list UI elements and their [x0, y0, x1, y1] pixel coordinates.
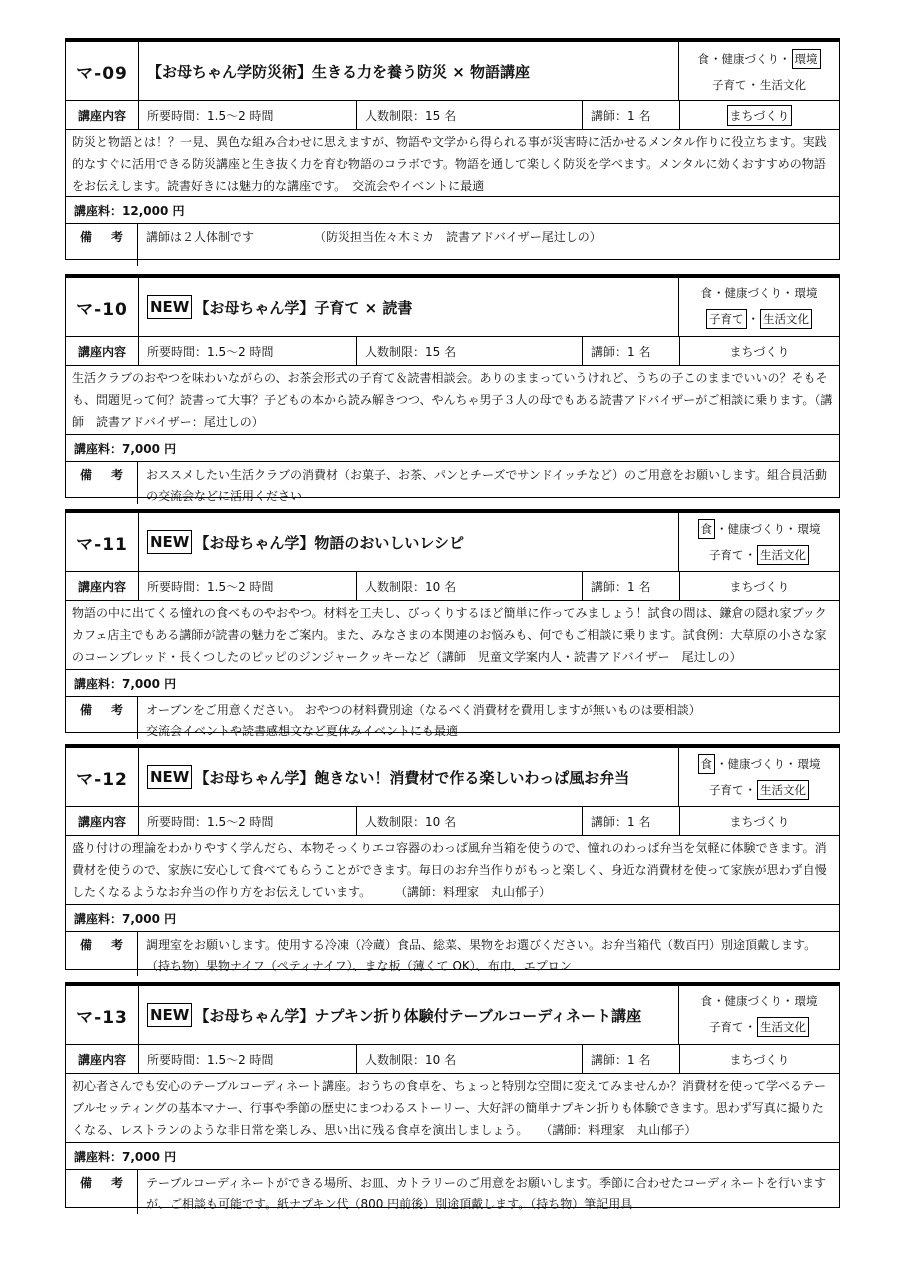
category-town-cell	[680, 1045, 839, 1073]
cat-food: 食	[698, 519, 716, 539]
fee-label: 講座料：	[74, 911, 123, 926]
course-time: 所要時間：1.5～2 時間	[139, 101, 357, 129]
course-block-13	[65, 982, 840, 1211]
course-instructor: 講師：1 名	[583, 807, 680, 835]
notes-label: 備 考	[66, 697, 138, 739]
cat-food: 食	[697, 52, 709, 66]
course-description: 物語の中に出てくる憧れの食べものやおやつ。材料を工夫し、びっくりするほど簡単に作ってみましょう！試食の間は、鎌倉の隠れ家ブックカフェ店主でもある講師が読書の魅力をご案内。また、みなさまの本関連のお悩みも、何でもご相談に乗ります。試食例：大草原の小さな家のコーンブレッド・長くつしたのピッピのジンジャークッキーなど（講師 児童文学案内人・読書アドバイザー 尾辻しの）	[72, 606, 827, 664]
course-fee	[66, 905, 176, 931]
notes-label: 備 考	[66, 462, 138, 504]
fee-value: 7,000 円	[122, 911, 177, 926]
new-badge: NEW	[147, 295, 192, 319]
cat-child: 子育て	[712, 78, 747, 92]
category-town-cell	[680, 101, 839, 129]
new-badge: NEW	[147, 1003, 192, 1027]
category-box	[679, 42, 839, 100]
notes-label: 備 考	[66, 224, 138, 266]
course-instructor: 講師：1 名	[583, 101, 680, 129]
course-limit: 人数制限：10 名	[357, 807, 583, 835]
fee-value: 12,000 円	[122, 203, 185, 218]
fee-value: 7,000 円	[122, 676, 177, 691]
cat-health: ・健康づくり・	[710, 52, 791, 66]
cat-child: 子育て	[709, 1020, 744, 1034]
cat-life: 生活文化	[760, 78, 806, 92]
course-notes	[138, 224, 839, 266]
course-title-text: 【お母ちゃん学防災術】生きる力を養う防災 × 物語講座	[147, 62, 531, 81]
cat-env: 環境	[794, 994, 818, 1008]
cat-health: ・健康づくり・	[716, 757, 797, 771]
cat-env: 環境	[792, 49, 821, 69]
course-title-text: 【お母ちゃん学】飽きない！消費材で作る楽しいわっぱ風お弁当	[194, 768, 630, 787]
course-instructor: 講師：1 名	[583, 1045, 680, 1073]
cat-child: 子育て	[709, 783, 744, 797]
course-code: マ-10	[66, 278, 139, 336]
category-box	[679, 278, 839, 336]
category-box	[679, 513, 839, 571]
notes-label: 備 考	[66, 1170, 138, 1214]
note-line-2: 交流会イベントや読書感想文など夏休みイベントにも最適	[146, 724, 459, 738]
course-description: 生活クラブのおやつを味わいながらの、お茶会形式の子育て＆読書相談会。ありのままっていうけれど、うちの子このままでいいの？そもそも、問題児って何？読書って大事？子どもの本から読み解きつつ、やんちゃ男子３人の母でもある読書アドバイザーがご相談に乗ります。（講師 読書アドバイザー：尾辻しの）	[72, 371, 833, 429]
category-town-cell	[680, 572, 839, 600]
course-fee	[66, 435, 176, 461]
course-fee	[66, 197, 185, 223]
cat-town: まちづくり	[727, 105, 793, 126]
cat-town: まちづくり	[729, 1052, 790, 1067]
cat-dot: ・	[747, 312, 759, 326]
fee-value: 7,000 円	[122, 1149, 177, 1164]
fee-label: 講座料：	[74, 676, 123, 691]
note-instructors: （防災担当佐々木ミカ 読書アドバイザー尾辻しの）	[314, 230, 602, 244]
cat-dot: ・	[744, 548, 756, 562]
fee-value: 7,000 円	[122, 441, 177, 456]
course-instructor: 講師：1 名	[583, 337, 680, 365]
course-code: マ-11	[66, 513, 139, 571]
content-label: 講座内容	[66, 807, 139, 835]
course-title-text: 【お母ちゃん学】子育て × 読書	[194, 298, 413, 317]
course-time: 所要時間：1.5～2 時間	[139, 1045, 357, 1073]
course-title-text: 【お母ちゃん学】物語のおいしいレシピ	[194, 533, 464, 552]
cat-life: 生活文化	[757, 780, 809, 800]
cat-env: 環境	[794, 286, 818, 300]
content-label: 講座内容	[66, 1045, 139, 1073]
cat-child: 子育て	[706, 309, 747, 329]
category-box	[679, 748, 839, 806]
fee-label: 講座料：	[74, 441, 123, 456]
note-text: 講師は２人体制です	[146, 230, 255, 244]
new-badge: NEW	[147, 765, 192, 789]
fee-label: 講座料：	[74, 1149, 123, 1164]
course-time: 所要時間：1.5～2 時間	[139, 337, 357, 365]
cat-health: ・健康づくり・	[713, 994, 794, 1008]
course-notes	[138, 697, 839, 739]
course-title	[139, 748, 679, 806]
course-notes: おススメしたい生活クラブの消費材（お菓子、お茶、パンとチーズでサンドイッチなど）のご用意をお願いします。組合員活動の交流会などに活用ください	[146, 468, 828, 503]
note-line-1: オーブンをご用意ください。 おやつの材料費別途（なるべく消費材を費用しますが無いものは要相談）	[146, 703, 701, 717]
cat-town: まちづくり	[729, 579, 790, 594]
course-description: 盛り付けの理論をわかりやすく学んだら、本物そっくりエコ容器のわっぱ風弁当箱を使うので、憧れのわっぱ弁当を気軽に体験できます。消費材を使うので、家族に安心して食べてもらうことができます。毎日のお弁当作りがもっと楽しく、身近な消費材を使って家族が思わず自慢したくなるようなお弁当の作り方をお伝えしています。 （講師：料理家 丸山郁子）	[72, 841, 827, 899]
category-box	[679, 986, 839, 1044]
course-description: 防災と物語とは！？一見、異色な組み合わせに思えますが、物語や文学から得られる事が災害時に活かせるメンタル作りに役立ちます。実践的なすぐに活用できる防災講座と生き抜く力を育む物語のコラボです。物語を通して楽しく防災を学べます。メンタルに効くおすすめの物語をお伝えします。読書好きには魅力的な講座です。 交流会やイベントに最適	[72, 135, 827, 193]
course-limit: 人数制限：10 名	[357, 572, 583, 600]
cat-life: 生活文化	[757, 545, 809, 565]
content-label: 講座内容	[66, 101, 139, 129]
course-block-12	[65, 744, 840, 973]
course-block-11	[65, 509, 840, 738]
course-limit: 人数制限：10 名	[357, 1045, 583, 1073]
course-title-text: 【お母ちゃん学】ナプキン折り体験付テーブルコーディネート講座	[194, 1006, 642, 1025]
course-instructor: 講師：1 名	[583, 572, 680, 600]
cat-child: 子育て	[709, 548, 744, 562]
course-fee	[66, 670, 176, 696]
cat-life: 生活文化	[760, 309, 812, 329]
cat-food: 食	[698, 754, 716, 774]
notes-label: 備 考	[66, 932, 138, 976]
cat-health: ・健康づくり・	[716, 522, 797, 536]
cat-life: 生活文化	[757, 1017, 809, 1037]
cat-town: まちづくり	[729, 814, 790, 829]
course-title	[139, 42, 679, 100]
cat-food: 食	[700, 286, 712, 300]
content-label: 講座内容	[66, 337, 139, 365]
cat-env: 環境	[797, 757, 821, 771]
category-town-cell	[680, 807, 839, 835]
content-label: 講座内容	[66, 572, 139, 600]
course-title	[139, 513, 679, 571]
cat-dot: ・	[747, 78, 759, 92]
course-code: マ-09	[66, 42, 139, 100]
course-time: 所要時間：1.5～2 時間	[139, 807, 357, 835]
course-time: 所要時間：1.5～2 時間	[139, 572, 357, 600]
fee-label: 講座料：	[74, 203, 123, 218]
course-code: マ-13	[66, 986, 139, 1044]
cat-food: 食	[700, 994, 712, 1008]
course-block-10	[65, 274, 840, 503]
cat-dot: ・	[744, 783, 756, 797]
cat-town: まちづくり	[729, 344, 790, 359]
course-limit: 人数制限：15 名	[357, 101, 583, 129]
course-limit: 人数制限：15 名	[357, 337, 583, 365]
course-code: マ-12	[66, 748, 139, 806]
cat-health: ・健康づくり・	[713, 286, 794, 300]
category-town-cell	[680, 337, 839, 365]
course-fee	[66, 1143, 176, 1169]
course-notes: テーブルコーディネートができる場所、お皿、カトラリーのご用意をお願いします。季節に合わせたコーディネートを行いますが、ご相談も可能です。紙ナプキン代（800 円前後）別途頂戴します。（持ち物）筆記用具	[146, 1176, 827, 1211]
course-notes: 調理室をお願いします。使用する冷凍（冷蔵）食品、総菜、果物をお選びください。お弁当箱代（数百円）別途頂戴します。（持ち物）果物ナイフ（ペティナイフ）、まな板（薄くて OK）、布巾、エプロン	[146, 938, 817, 973]
course-block-09	[65, 38, 840, 260]
cat-dot: ・	[744, 1020, 756, 1034]
cat-env: 環境	[797, 522, 821, 536]
course-title	[139, 986, 679, 1044]
course-title	[139, 278, 679, 336]
new-badge: NEW	[147, 530, 192, 554]
course-description: 初心者さんでも安心のテーブルコーディネート講座。おうちの食卓を、ちょっと特別な空間に変えてみませんか？消費材を使って学べるテーブルセッティングの基本マナー、行事や季節の歴史にまつわるストーリー、大好評の簡単ナプキン折りも体験できます。思わず写真に撮りたくなる、レストランのような非日常を楽しみ、思い出に残る食卓を演出しましょう。 （講師：料理家 丸山郁子）	[72, 1079, 826, 1137]
